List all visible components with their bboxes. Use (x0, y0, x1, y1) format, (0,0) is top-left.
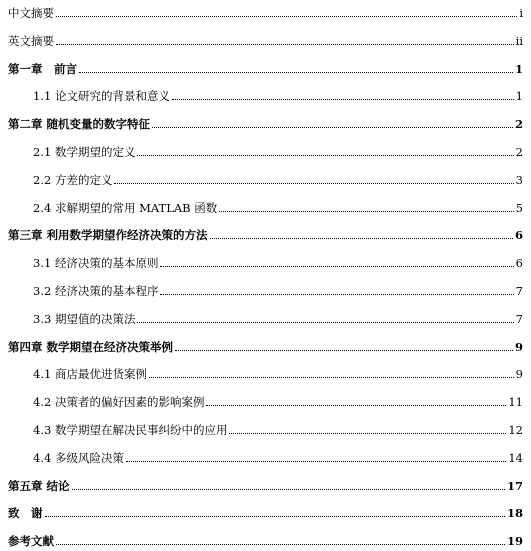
toc-entry-page-number: 2 (515, 145, 523, 159)
toc-entry[interactable] (0, 85, 531, 103)
toc-entry[interactable] (0, 308, 531, 326)
toc-entry[interactable] (0, 363, 531, 381)
dot-leader (219, 210, 513, 212)
toc-entry[interactable] (0, 475, 531, 493)
toc-entry-title: 第四章 数学期望在经济决策举例 (8, 339, 174, 354)
toc-entry-title: 4.1 商店最优进货案例 (33, 367, 147, 382)
toc-entry-page-number: 17 (506, 478, 523, 493)
toc-entry-page-number: ii (515, 33, 523, 48)
toc-entry-title: 3.1 经济决策的基本原则 (33, 256, 159, 271)
dot-leader (206, 404, 506, 406)
toc-entry-page-number: 2 (514, 117, 523, 132)
toc-entry[interactable] (0, 252, 531, 270)
toc-entry-title: 第三章 利用数学期望作经济决策的方法 (8, 228, 208, 243)
dot-leader (114, 182, 513, 184)
toc-entry-title: 2.4 求解期望的常用 MATLAB 函数 (33, 200, 218, 215)
dot-leader (152, 126, 513, 128)
dot-leader (137, 321, 513, 323)
toc-entry[interactable] (0, 419, 531, 437)
toc-entry-title: 英文摘要 (8, 33, 54, 48)
toc-entry-title: 致 谢 (8, 506, 43, 521)
toc-entry-page-number: 5 (515, 200, 523, 215)
toc-entry[interactable] (0, 530, 531, 548)
toc-entry-title: 第一章 前言 (8, 61, 77, 76)
toc-entry[interactable] (0, 141, 531, 159)
toc-entry-title: 参考文献 (8, 534, 54, 549)
toc-entry-page-number: 1 (514, 61, 523, 76)
toc-entry-page-number: 6 (514, 228, 523, 243)
dot-leader (56, 15, 517, 17)
toc-entry[interactable] (0, 2, 531, 20)
dot-leader (149, 376, 514, 378)
toc-entry-title: 1.1 论文研究的背景和意义 (33, 89, 170, 104)
toc-entry-page-number: 12 (508, 423, 523, 437)
dot-leader (172, 98, 514, 100)
toc-entry-title: 2.1 数学期望的定义 (33, 145, 136, 159)
dot-leader (56, 543, 505, 545)
toc-entry-title: 4.4 多级风险决策 (33, 450, 124, 465)
toc-entry-page-number: 19 (506, 534, 523, 549)
toc-entry-page-number: 7 (515, 284, 523, 298)
dot-leader (210, 237, 513, 239)
toc-entry[interactable] (0, 280, 531, 298)
toc-entry-title: 3.2 经济决策的基本程序 (33, 284, 159, 298)
dot-leader (229, 432, 506, 434)
toc-entry[interactable] (0, 113, 531, 131)
toc-entry-title: 3.3 期望值的决策法 (33, 311, 136, 326)
toc-entry-page-number: 11 (508, 395, 523, 410)
dot-leader (79, 71, 513, 73)
toc-entry-page-number: 14 (508, 450, 523, 465)
toc-entry-title: 中文摘要 (8, 6, 54, 20)
dot-leader (126, 460, 506, 462)
toc-entry[interactable] (0, 58, 531, 76)
toc-entry[interactable] (0, 197, 531, 215)
toc-entry-title: 第五章 结论 (8, 478, 70, 493)
dot-leader (72, 488, 505, 490)
toc-entry[interactable] (0, 224, 531, 242)
dot-leader (160, 293, 513, 295)
dot-leader (56, 43, 514, 45)
toc-entry-page-number: 9 (515, 367, 523, 382)
toc-entry[interactable] (0, 30, 531, 48)
toc-entry[interactable] (0, 502, 531, 520)
toc-entry-page-number: 1 (515, 89, 523, 104)
toc-entry-title: 2.2 方差的定义 (33, 172, 113, 187)
dot-leader (137, 154, 513, 156)
toc-entry-page-number: 7 (515, 311, 523, 326)
dot-leader (160, 265, 513, 267)
dot-leader (175, 349, 513, 351)
toc-entry-page-number: 18 (506, 506, 523, 521)
toc-entry[interactable] (0, 447, 531, 465)
toc-entry[interactable] (0, 336, 531, 354)
toc-entry-page-number: i (519, 6, 523, 20)
toc-entry-page-number: 3 (515, 172, 523, 187)
toc-entry[interactable] (0, 391, 531, 409)
toc-entry-title: 4.3 数学期望在解决民事纠纷中的应用 (33, 423, 228, 437)
toc-entry-page-number: 6 (515, 256, 523, 271)
toc-entry-title: 4.2 决策者的偏好因素的影响案例 (33, 395, 205, 410)
dot-leader (45, 515, 505, 517)
toc-entry-title: 第二章 随机变量的数字特征 (8, 117, 151, 132)
toc-entry-page-number: 9 (514, 339, 523, 354)
toc-entry[interactable] (0, 169, 531, 187)
